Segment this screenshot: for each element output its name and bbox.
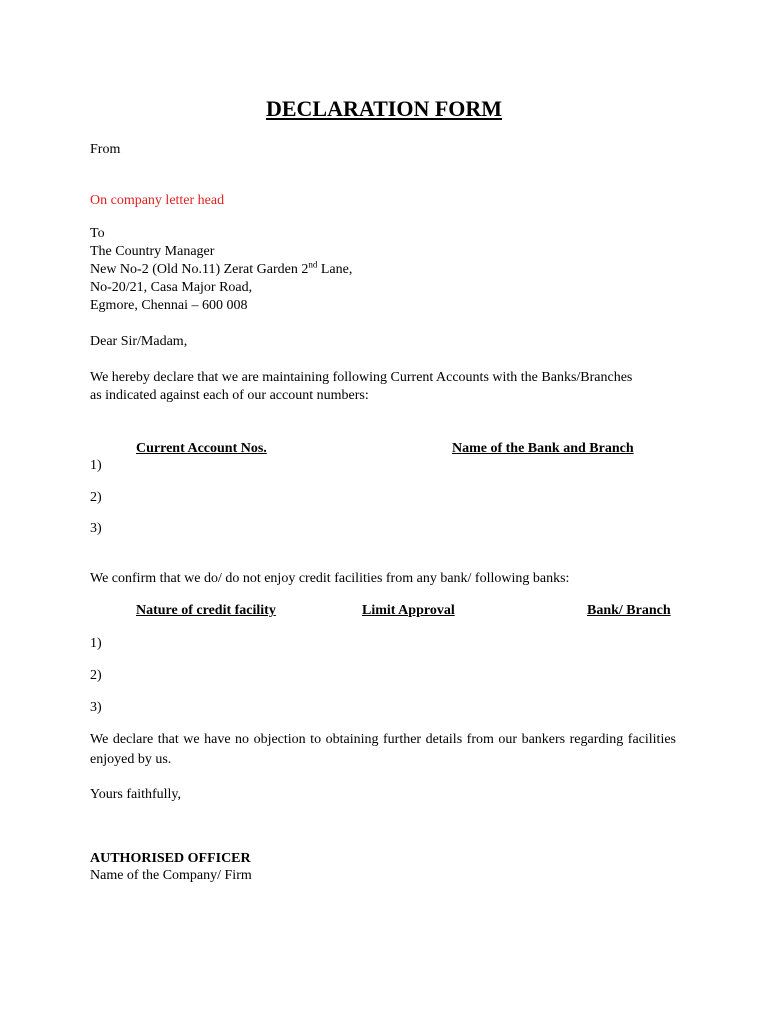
accounts-row-2: 2): [90, 490, 102, 505]
signatory-title: AUTHORISED OFFICER: [90, 851, 251, 866]
accounts-row-3: 3): [90, 521, 102, 536]
recipient-line-2: [90, 261, 352, 279]
signatory-company: Name of the Company/ Firm: [90, 868, 252, 883]
objection-statement: We declare that we have no objection to obtaining further details from our bankers regarding facilities enjoyed by us.: [90, 732, 676, 767]
letterhead-note: On company letter head: [90, 193, 225, 208]
credit-col-limit: Limit Approval: [362, 603, 455, 618]
credit-col-bank-branch: Bank/ Branch: [587, 603, 671, 618]
accounts-col-account-nos: Current Account Nos.: [136, 441, 267, 456]
recipient-line-1: The Country Manager: [90, 244, 215, 259]
recipient-line-2-sup: nd: [308, 259, 318, 270]
intro-line-1: We hereby declare that we are maintaining following Current Accounts with the Banks/Branches: [90, 370, 633, 385]
to-label: To: [90, 226, 105, 241]
recipient-line-3: No-20/21, Casa Major Road,: [90, 280, 253, 295]
recipient-line-4: Egmore, Chennai – 600 008: [90, 298, 248, 313]
recipient-line-2-main: New No-2 (Old No.11) Zerat Garden 2: [90, 262, 309, 277]
accounts-col-bank-branch: Name of the Bank and Branch: [452, 441, 634, 456]
credit-row-2: 2): [90, 668, 102, 683]
closing: Yours faithfully,: [90, 787, 182, 802]
credit-row-1: 1): [90, 636, 102, 651]
salutation: Dear Sir/Madam,: [90, 334, 188, 349]
accounts-row-1: 1): [90, 458, 102, 473]
credit-col-nature: Nature of credit facility: [136, 603, 276, 618]
from-label: From: [90, 142, 121, 157]
credit-statement: We confirm that we do/ do not enjoy credit facilities from any bank/ following banks:: [90, 571, 570, 586]
intro-line-2: as indicated against each of our account numbers:: [90, 388, 369, 403]
credit-row-3: 3): [90, 700, 102, 715]
document-title: DECLARATION FORM: [265, 96, 503, 121]
recipient-line-2-end: Lane,: [317, 262, 353, 277]
